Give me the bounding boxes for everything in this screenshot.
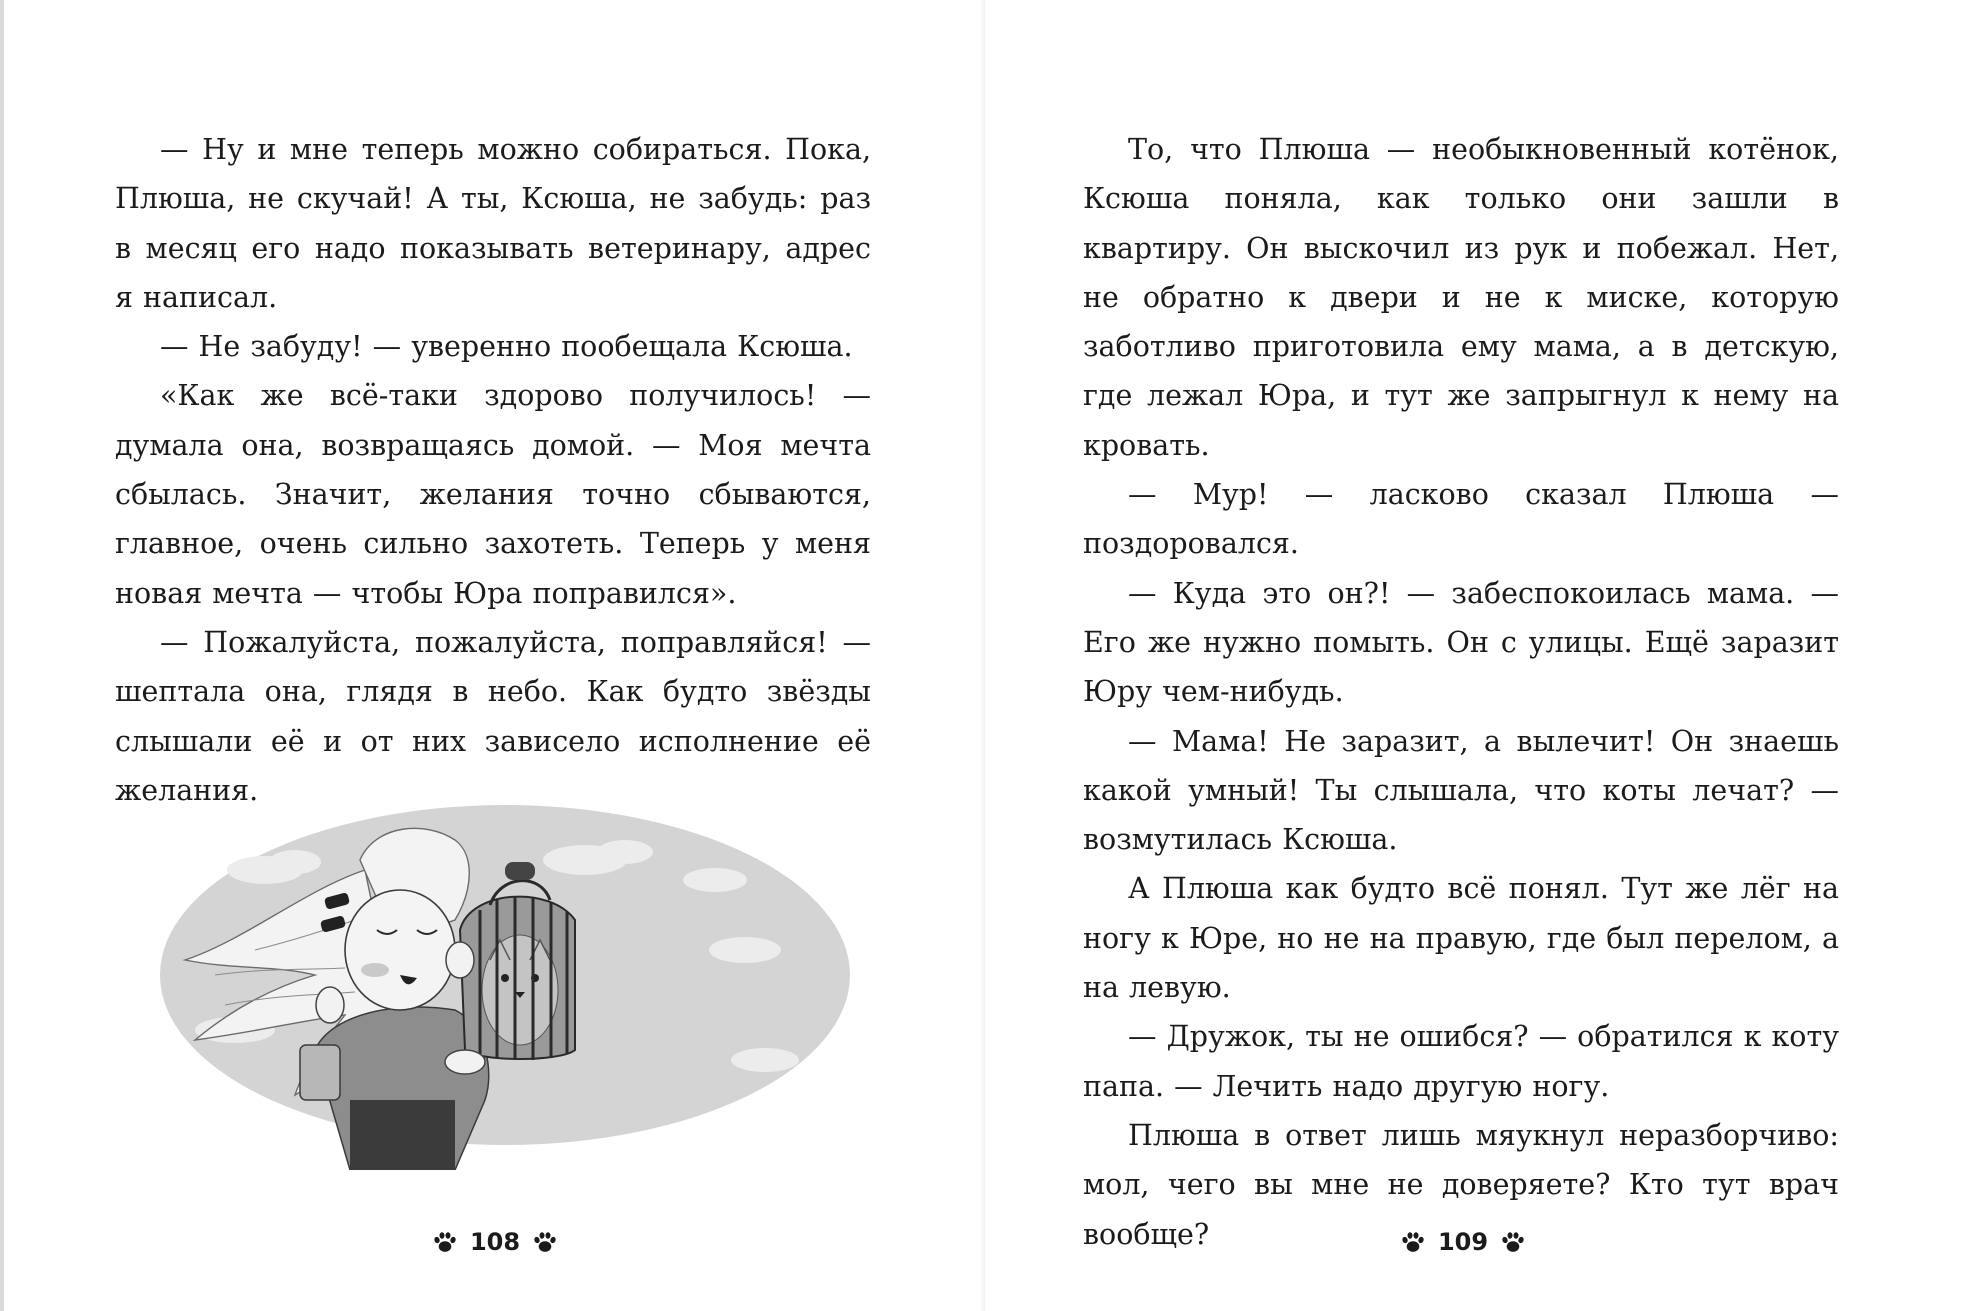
page-number-footer xyxy=(1383,1222,1543,1262)
hand xyxy=(446,942,474,978)
skirt xyxy=(350,1100,455,1170)
paragraph: А Плюша как будто всё понял. Тут же лёг на ногу к Юре, но не на правую, где был перелом, а на левую. xyxy=(1083,872,1839,1005)
paw-print-icon xyxy=(432,1229,458,1255)
backpack xyxy=(300,1045,340,1100)
paragraph: — Мама! Не заразит, а вылечит! Он знаешь какой умный! Ты слышала, что коты лечат? — возмутилась Ксюша. xyxy=(1083,724,1839,857)
girl-face xyxy=(345,890,455,1010)
right-page xyxy=(985,0,1970,1311)
ear xyxy=(316,987,344,1023)
hand xyxy=(445,1050,485,1074)
paragraph: — Ну и мне теперь можно собираться. Пока, Плюша, не скучай! А ты, Ксюша, не забудь: раз в месяц его надо показывать ветеринару, адрес я написал. xyxy=(115,133,871,314)
girl-with-cat-carrier-illustration xyxy=(155,800,855,1170)
paw-print-icon xyxy=(1400,1229,1426,1255)
page-number-footer xyxy=(415,1222,575,1262)
paw-print-icon xyxy=(1500,1229,1526,1255)
paragraph: — Дружок, ты не ошибся? — обратился к коту папа. — Лечить надо другую ногу. xyxy=(1083,1020,1839,1103)
paragraph: — Мур! — ласково сказал Плюша — поздоровался. xyxy=(1083,478,1839,561)
left-page-text xyxy=(115,125,871,815)
paw-print-icon xyxy=(532,1229,558,1255)
paragraph: — Пожалуйста, пожалуйста, поправляйся! — шептала она, глядя в небо. Как будто звёзды слышали её и от них зависело исполнение её желания. xyxy=(115,625,871,807)
page-edge xyxy=(0,0,4,1311)
right-page-text xyxy=(1083,125,1839,1259)
paragraph: — Куда это он?! — забеспокоилась мама. — Его же нужно помыть. Он с улицы. Ещё заразит Юру чем-нибудь. xyxy=(1083,576,1839,709)
page-number: 108 xyxy=(469,1228,521,1256)
paragraph: «Как же всё-таки здорово получилось! — думала она, возвращаясь домой. — Моя мечта сбылась. Значит, желания точно сбываются, главное, очень сильно захотеть. Теперь у меня новая мечта — чтобы Юра поправился». xyxy=(115,379,871,610)
paragraph: Плюша в ответ лишь мяукнул неразборчиво: мол, чего вы мне не доверяете? Кто тут врач вообще? xyxy=(1083,1118,1839,1251)
page-number: 109 xyxy=(1437,1228,1489,1256)
paragraph: То, что Плюша — необыкновенный котёнок, Ксюша поняла, как только они зашли в квартиру. Он выскочил из рук и побежал. Нет, не обратно к двери и не к миске, которую заботливо приготовила ему мама, а в детскую, где лежал Юра, и тут же запрыгнул к нему на кровать. xyxy=(1083,133,1839,462)
paragraph: — Не забуду! — уверенно пообещала Ксюша. xyxy=(160,330,853,364)
